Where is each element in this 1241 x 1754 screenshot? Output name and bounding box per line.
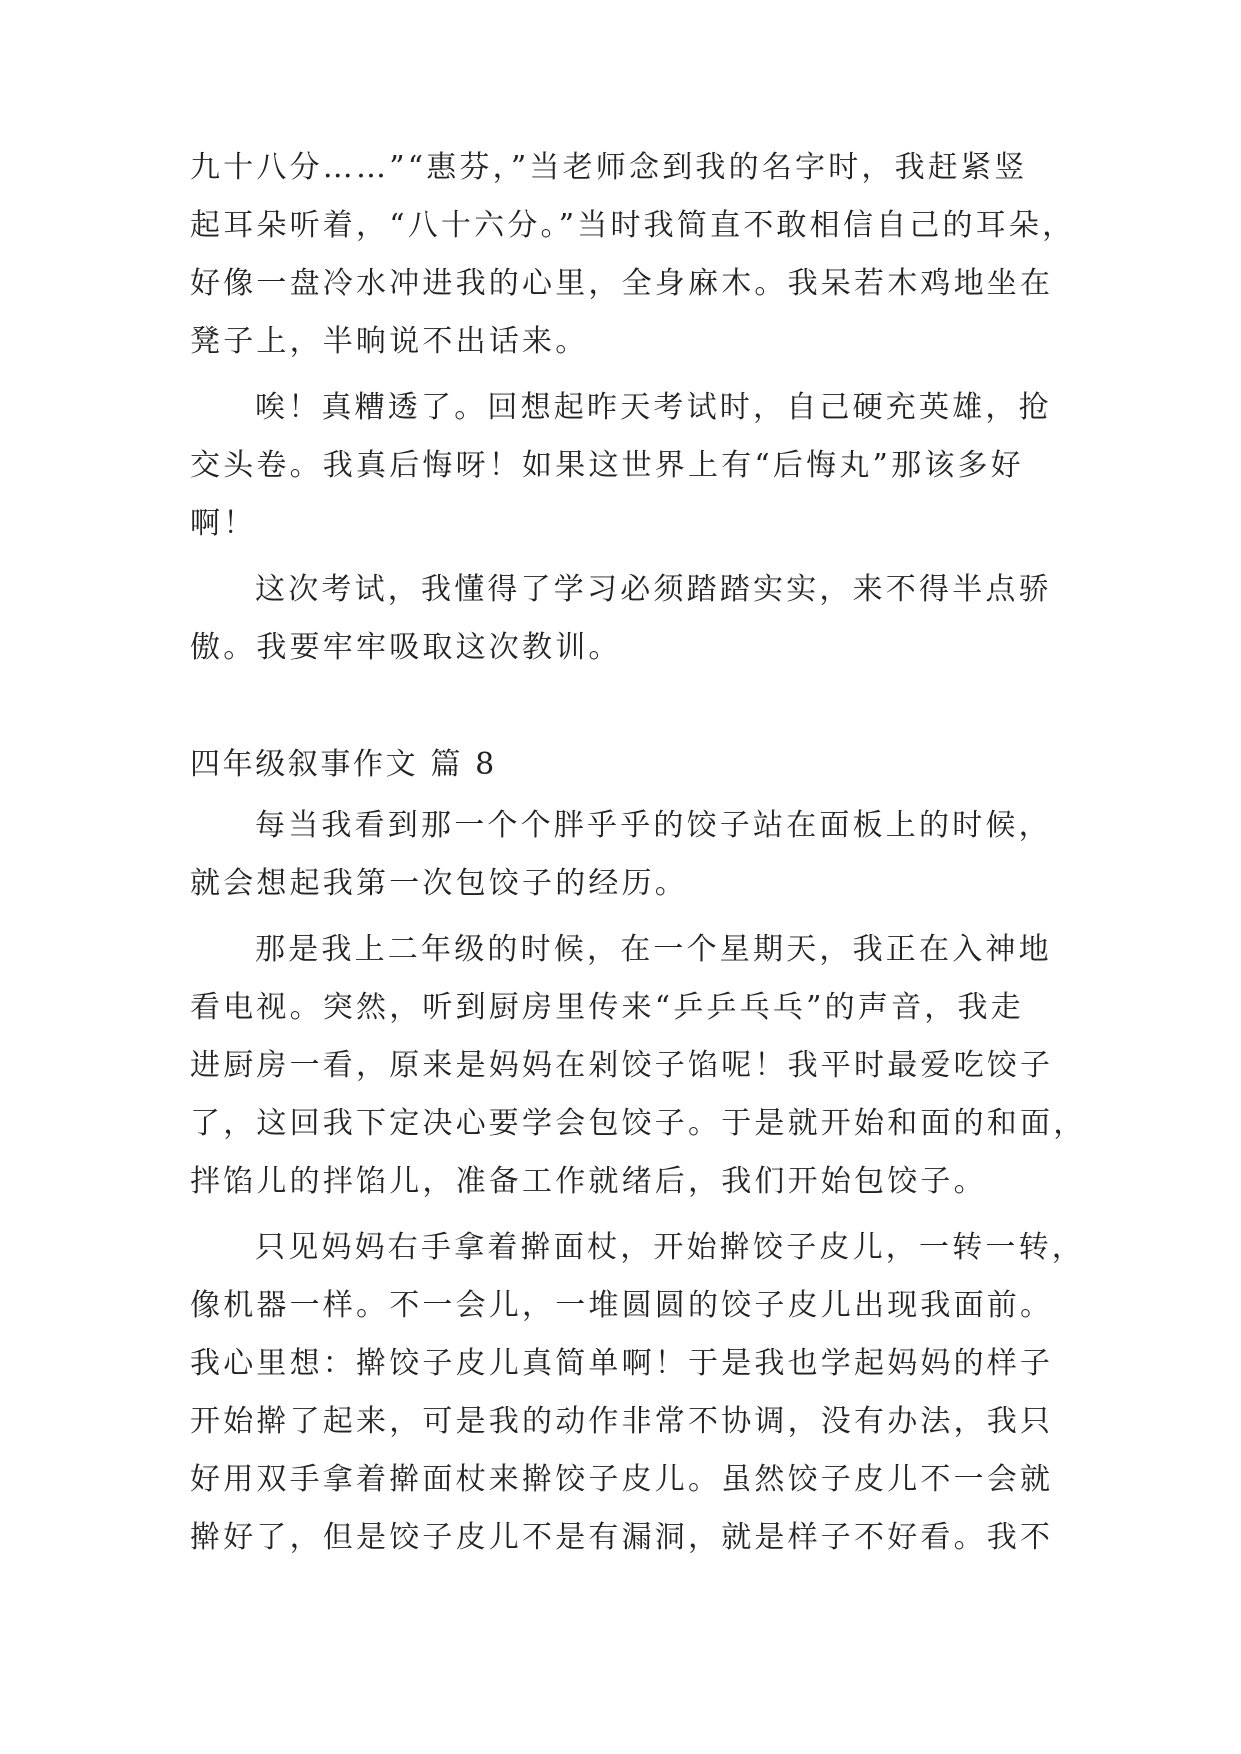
paragraph-line: 这次考试，我懂得了学习必须踏踏实实，来不得半点骄 [255,572,1052,607]
paragraph-line: 好像一盘冷水冲进我的心里，全身麻木。我呆若木鸡地坐在 [190,266,1054,301]
paragraph-line: 开始擀了起来，可是我的动作非常不协调，没有办法，我只 [190,1404,1054,1439]
paragraph-line: 傲。我要牢牢吸取这次教训。 [190,630,622,665]
paragraph-line: 每当我看到那一个个胖乎乎的饺子站在面板上的时候， [255,808,1052,843]
paragraph-line: 擀好了，但是饺子皮儿不是有漏洞，就是样子不好看。我不 [190,1520,1054,1555]
paragraph-line: 了，这回我下定决心要学会包饺子。于是就开始和面的和面， [190,1106,1087,1141]
paragraph-line: 啊！ [190,506,257,541]
paragraph-line: 只见妈妈右手拿着擀面杖，开始擀饺子皮儿，一转一转， [255,1230,1085,1265]
paragraph-line: 凳子上，半晌说不出话来。 [190,324,589,359]
paragraph-line: 唉！真糟透了。回想起昨天考试时，自己硬充英雄，抢 [255,390,1052,425]
paragraph-line: 交头卷。我真后悔呀！如果这世界上有“后悔丸”那该多好 [190,448,1024,483]
paragraph-line: 进厨房一看，原来是妈妈在剁饺子馅呢！我平时最爱吃饺子 [190,1048,1054,1083]
paragraph-line: 那是我上二年级的时候，在一个星期天，我正在入神地 [255,932,1052,967]
paragraph-line: 拌馅儿的拌馅儿，准备工作就绪后，我们开始包饺子。 [190,1164,987,1199]
paragraph-line: 起耳朵听着，“八十六分。”当时我简直不敢相信自己的耳朵， [190,208,1076,243]
paragraph-line: 好用双手拿着擀面杖来擀饺子皮儿。虽然饺子皮儿不一会就 [190,1462,1054,1497]
paragraph-line: 就会想起我第一次包饺子的经历。 [190,866,688,901]
essay-heading: 四年级叙事作文 篇 8 [190,747,497,782]
paragraph-line: 我心里想：擀饺子皮儿真简单啊！于是我也学起妈妈的样子 [190,1346,1054,1381]
paragraph-line: 九十八分……”“惠芬，”当老师念到我的名字时，我赶紧竖 [190,150,1028,185]
paragraph-line: 看电视。突然，听到厨房里传来“乒乒乓乓”的声音，我走 [190,990,1024,1025]
paragraph-line: 像机器一样。不一会儿，一堆圆圆的饺子皮儿出现我面前。 [190,1288,1054,1323]
